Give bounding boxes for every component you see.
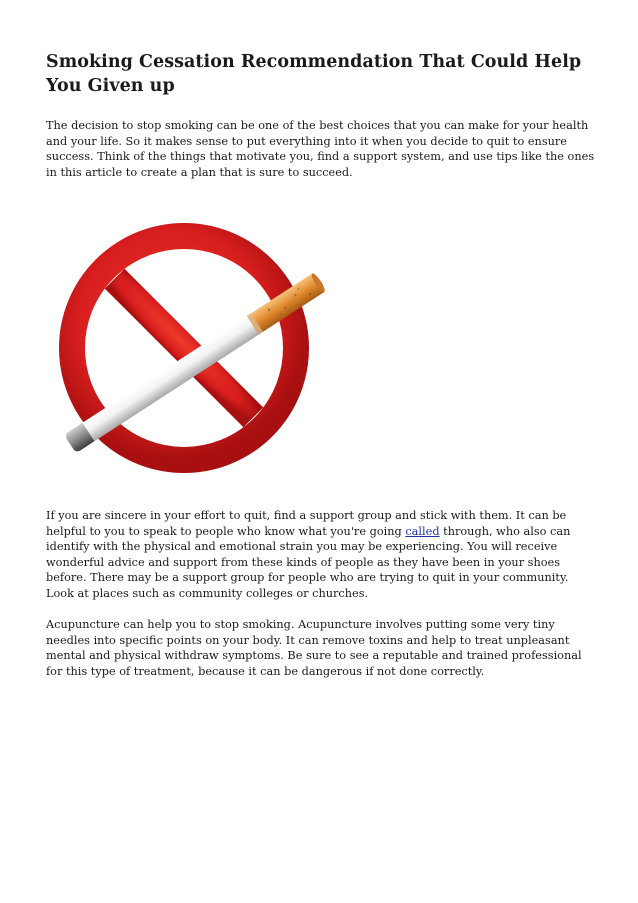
support-text-before-link: If you are sincere in your effort to quit, find a support group and stick with them. It can be helpful to you to speak to people who know what you're going [46,509,567,538]
support-group-paragraph [46,508,598,601]
no-smoking-sign-icon [46,198,336,488]
page-title: Smoking Cessation Recommendation That Could Help You Given up [46,52,582,96]
document-page [46,0,598,679]
intro-paragraph: The decision to stop smoking can be one of the best choices that you can make for your health and your life. So it makes sense to put everything into it when you decide to quit to ensure success. Think of the things that motivate you, find a support system, and use tips like the ones in this article to create a plan that is sure to succeed. [46,119,595,179]
acupuncture-paragraph: Acupuncture can help you to stop smoking. Acupuncture involves putting some very tiny needles into specific points on your body. It can remove toxins and help to treat unpleasant mental and physical withdraw symptoms. Be sure to see a reputable and trained professional for this type of treatment, because it can be dangerous if not done correctly. [46,618,582,678]
called-link[interactable]: called [405,524,440,538]
support-text-after-link: through, who also can identify with the physical and emotional strain you may be experiencing. You will receive wonderful advice and support from these kinds of people as they have been in your shoes before. There may be a support group for people who are trying to quit in your community. Look at places such as community colleges or churches. [46,524,571,600]
no-smoking-illustration [46,198,336,488]
